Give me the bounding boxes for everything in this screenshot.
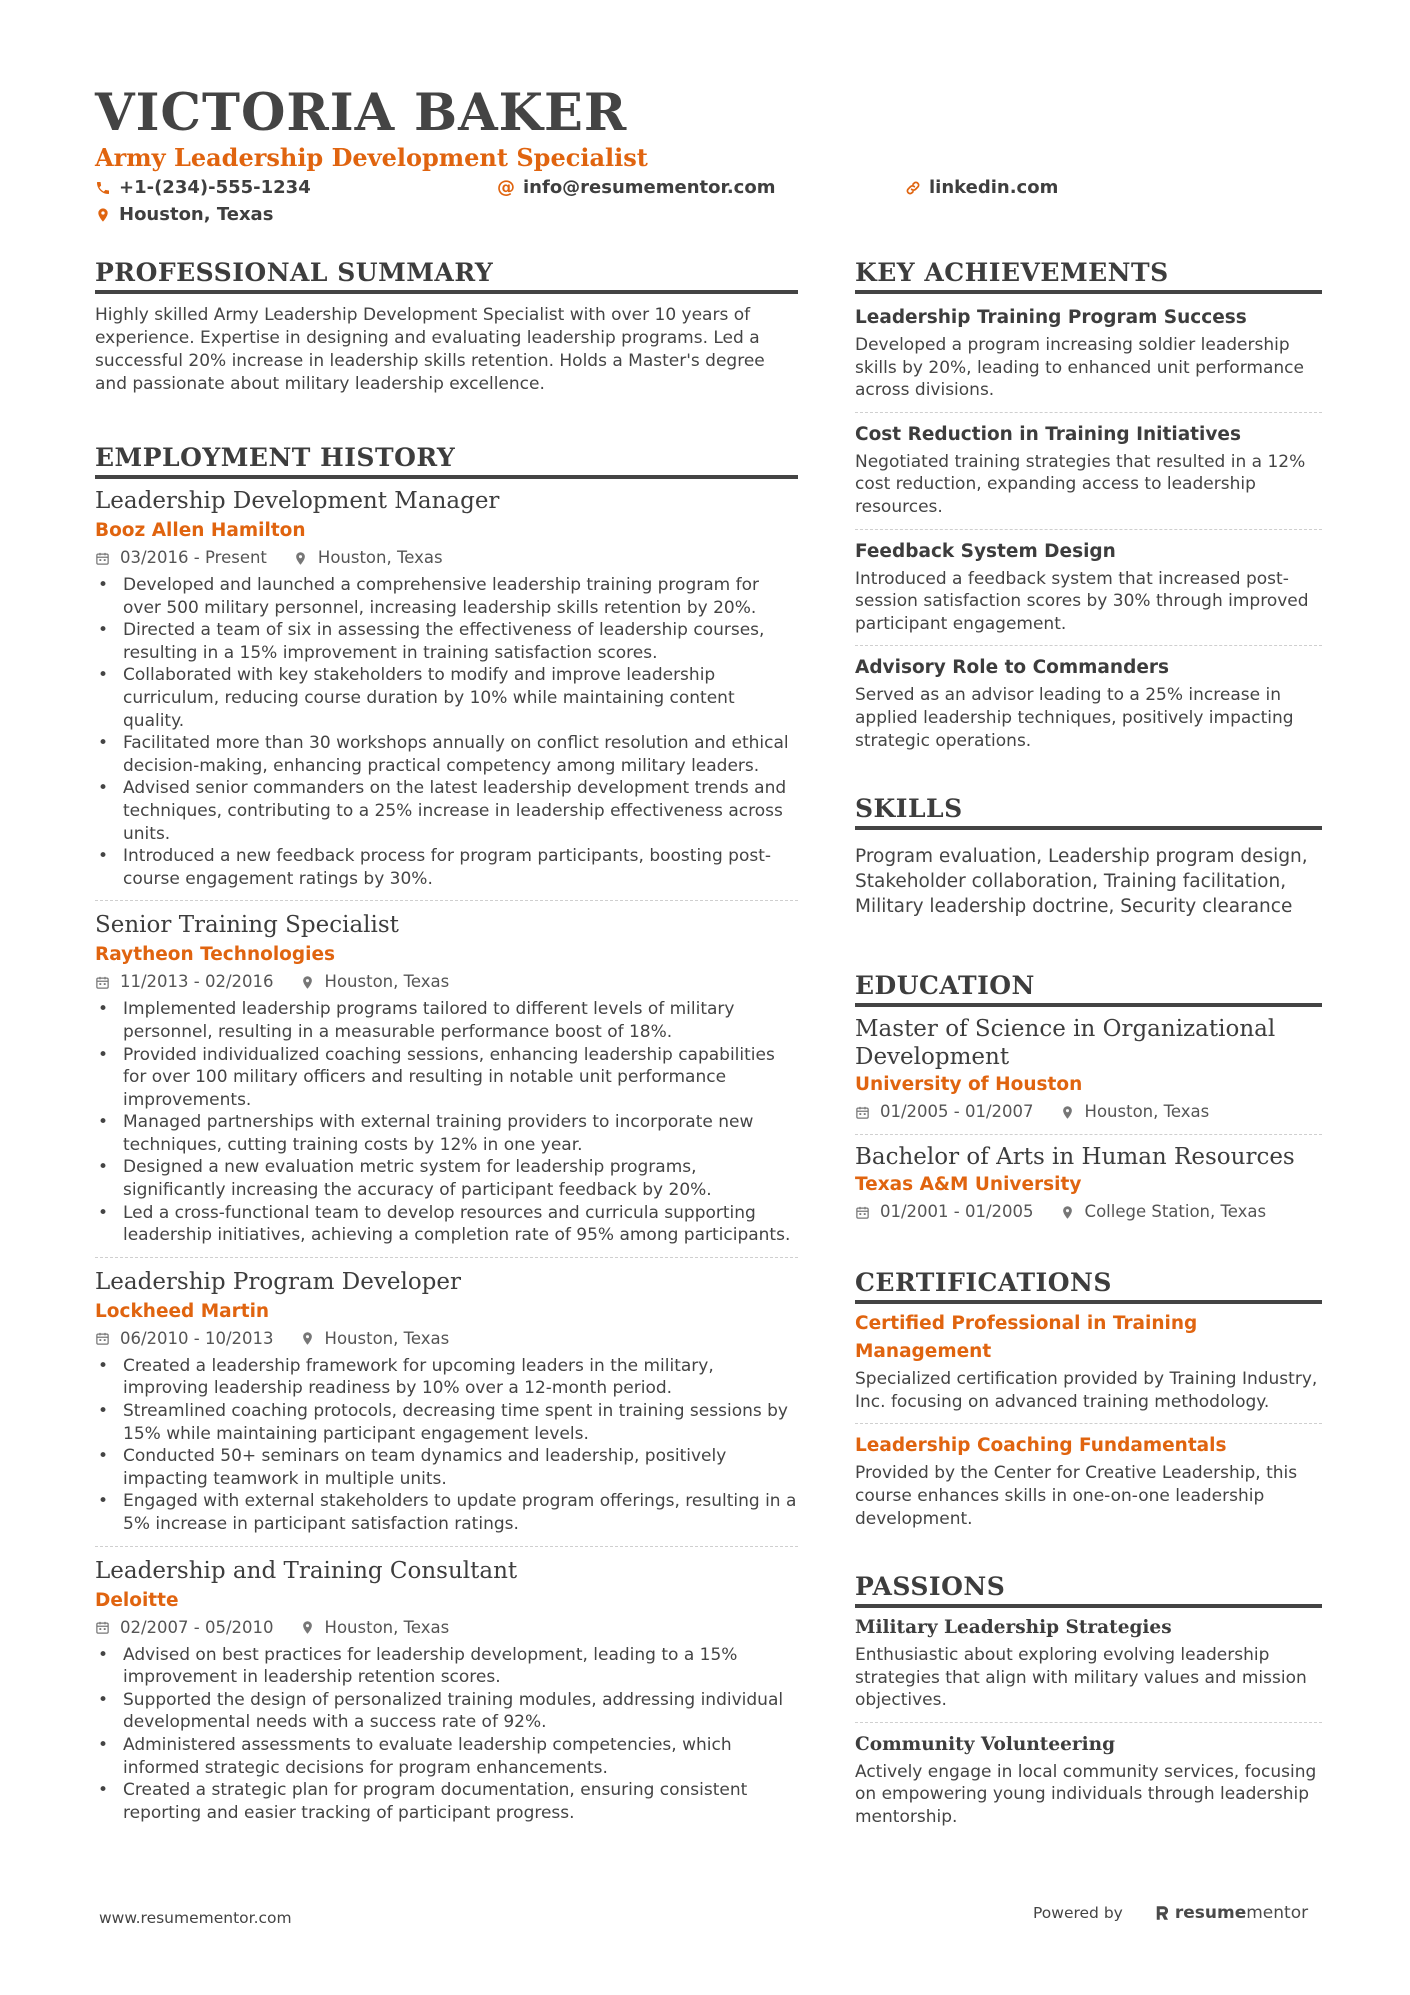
bullet-item: • Managed partnerships with external training providers to incorporate new techniques, cutting training costs by 12% in one year.: [95, 1111, 798, 1156]
achievement-text: Negotiated training strategies that resulted in a 12% cost reduction, expanding access to leadership resources.: [855, 451, 1306, 517]
company-name: Lockheed Martin: [95, 1300, 270, 1322]
bullet-item: • Created a strategic plan for program documentation, ensuring consistent reporting and easier tracking of participant progress.: [95, 1779, 798, 1824]
achievement-text: Introduced a feedback system that increased post-session satisfaction scores by 30% through improved participant engagement.: [855, 568, 1309, 634]
job-location: Houston, Texas: [324, 1328, 450, 1348]
achievement-item: [855, 304, 1322, 402]
location-text: Houston, Texas: [119, 204, 274, 225]
job-entry: [95, 909, 798, 1247]
summary-section: [95, 256, 798, 396]
location-pin-icon: [1060, 1105, 1075, 1120]
bullet-item: • Advised on best practices for leadership development, leading to a 15% improvement in leadership retention scores.: [95, 1644, 798, 1689]
location-pin-icon: [300, 1331, 315, 1346]
achievement-item: [855, 421, 1322, 519]
education-item: [855, 1143, 1322, 1224]
calendar-icon: [95, 551, 110, 566]
contact-linkedin[interactable]: [905, 176, 1058, 200]
achievement-item: [855, 654, 1322, 752]
achievement-text: Developed a program increasing soldier leadership skills by 20%, leading to enhanced unit performance across divisions.: [855, 335, 1304, 401]
education-item: [855, 1015, 1322, 1124]
bullet-item: • Led a cross-functional team to develop resources and curricula supporting leadership initiatives, achieving a completion rate of 95% among participants.: [95, 1202, 798, 1247]
link-icon: [905, 180, 921, 196]
education-meta: [855, 1200, 1322, 1224]
email-text: info@resumementor.com: [523, 177, 776, 198]
footer-website[interactable]: www.resumementor.com: [99, 1909, 292, 1927]
candidate-title: Army Leadership Development Specialist: [95, 143, 648, 172]
job-location: Houston, Texas: [317, 548, 443, 567]
education-heading: EDUCATION: [855, 969, 1322, 1007]
education-section: [855, 969, 1322, 1224]
bullet-item: • Administered assessments to evaluate leadership competencies, which informed strategic decisions for program enhancements.: [95, 1734, 798, 1779]
job-meta: [95, 1616, 798, 1640]
right-column: [855, 256, 1322, 1829]
certification-item: [855, 1432, 1322, 1530]
summary-text: Highly skilled Army Leadership Development Specialist with over 10 years of experience. Expertise in designing and evaluating leadership programs. Led a successful 20% increase in leadership skills retention. Holds a Master's degree and passionate about military leadership excellence.: [95, 305, 765, 394]
certification-title: Leadership Coaching Fundamentals: [855, 1435, 1227, 1457]
employment-section: [95, 441, 798, 1824]
phone-icon: [95, 180, 111, 196]
bullet-item: • Developed and launched a comprehensive leadership training program for over 500 military personnel, increasing leadership skills retention by 20%.: [95, 574, 798, 619]
passions-section: [855, 1570, 1322, 1829]
bullet-item: • Collaborated with key stakeholders to modify and improve leadership curriculum, reducing course duration by 10% while maintaining content quality.: [95, 664, 798, 732]
brand-name-part1: resume: [1174, 1903, 1247, 1923]
job-dates: 06/2010 - 10/2013: [120, 1328, 274, 1348]
bullet-item: • Engaged with external stakeholders to update program offerings, resulting in a 5% increase in participant satisfaction ratings.: [95, 1490, 798, 1535]
bullet-item: • Directed a team of six in assessing the effectiveness of leadership courses, resulting in a 15% improvement in training satisfaction scores.: [95, 619, 798, 664]
job-entry: [95, 1555, 798, 1825]
education-location: Houston, Texas: [1084, 1102, 1210, 1122]
job-entry: [95, 485, 798, 890]
bullet-item: • Created a leadership framework for upcoming leaders in the military, improving leadership readiness by 10% over a 12-month period.: [95, 1355, 798, 1400]
passions-heading: PASSIONS: [855, 1570, 1322, 1608]
passion-title: Military Leadership Strategies: [855, 1617, 1172, 1639]
calendar-icon: [95, 1620, 110, 1635]
bullet-item: • Streamlined coaching protocols, decreasing time spent in training sessions by 15% while maintaining participant engagement levels.: [95, 1400, 798, 1445]
job-dates: 11/2013 - 02/2016: [120, 972, 274, 992]
skills-text: Program evaluation, Leadership program design, Stakeholder collaboration, Training facilitation, Military leadership doctrine, Security clearance: [855, 846, 1308, 918]
achievement-title: Feedback System Design: [855, 540, 1116, 562]
divider: [855, 645, 1322, 646]
company-name: Booz Allen Hamilton: [95, 520, 306, 541]
job-title: Leadership Development Manager: [95, 488, 500, 514]
job-title: Leadership and Training Consultant: [95, 1557, 518, 1584]
employment-heading: EMPLOYMENT HISTORY: [95, 441, 798, 479]
education-location: College Station, Texas: [1084, 1202, 1267, 1222]
location-pin-icon: [300, 1620, 315, 1635]
location-pin-icon: [1060, 1205, 1075, 1220]
job-meta: [95, 1327, 798, 1351]
achievement-text: Served as an advisor leading to a 25% increase in applied leadership techniques, positively impacting strategic operations.: [855, 685, 1294, 751]
education-dates: 01/2005 - 01/2007: [880, 1102, 1034, 1122]
job-bullets: [95, 574, 798, 890]
passion-text: Actively engage in local community services, focusing on empowering young individuals through leadership mentorship.: [855, 1761, 1317, 1828]
divider: [855, 529, 1322, 530]
certifications-heading: CERTIFICATIONS: [855, 1266, 1322, 1304]
bullet-item: • Conducted 50+ seminars on team dynamics and leadership, positively impacting teamwork in multiple units.: [95, 1445, 798, 1490]
location-pin-icon: [293, 551, 308, 566]
job-meta: [95, 546, 798, 570]
location-pin-icon: [300, 975, 315, 990]
bullet-item: • Supported the design of personalized training modules, addressing individual developmental needs with a success rate of 92%.: [95, 1689, 798, 1734]
footer-branding: [1033, 1903, 1308, 1923]
certifications-section: [855, 1266, 1322, 1530]
achievement-title: Leadership Training Program Success: [855, 307, 1247, 328]
calendar-icon: [95, 975, 110, 990]
divider: [855, 1134, 1322, 1135]
divider: [95, 1257, 798, 1258]
achievement-title: Advisory Role to Commanders: [855, 657, 1170, 679]
skills-section: [855, 792, 1322, 919]
resumementor-logo-icon: [1153, 1904, 1171, 1922]
company-name: Deloitte: [95, 1589, 179, 1611]
job-title: Leadership Program Developer: [95, 1268, 461, 1295]
divider: [855, 1423, 1322, 1424]
certification-title: Certified Professional in Training Management: [855, 1313, 1198, 1363]
passion-title: Community Volunteering: [855, 1733, 1116, 1755]
job-bullets: [95, 1644, 798, 1825]
brand-name-part2: mentor: [1246, 1903, 1309, 1923]
location-pin-icon: [95, 207, 111, 223]
job-title: Senior Training Specialist: [95, 912, 399, 939]
education-dates: 01/2001 - 01/2005: [880, 1202, 1034, 1222]
achievements-section: [855, 256, 1322, 752]
calendar-icon: [95, 1331, 110, 1346]
certification-item: [855, 1310, 1322, 1413]
bullet-item: • Introduced a new feedback process for program participants, boosting post-course engagement ratings by 30%.: [95, 845, 798, 890]
degree-title: Bachelor of Arts in Human Resources: [855, 1144, 1295, 1171]
bullet-item: • Advised senior commanders on the latest leadership development trends and techniques, contributing to a 25% increase in leadership effectiveness across units.: [95, 777, 798, 845]
job-dates: 02/2007 - 05/2010: [120, 1617, 274, 1637]
school-name: Texas A&M University: [855, 1174, 1082, 1196]
linkedin-text: linkedin.com: [929, 177, 1059, 198]
skills-heading: SKILLS: [855, 792, 1322, 830]
bullet-item: • Provided individualized coaching sessions, enhancing leadership capabilities for over 100 military officers and resulting in notable unit performance improvements.: [95, 1044, 798, 1112]
school-name: University of Houston: [855, 1074, 1083, 1096]
job-location: Houston, Texas: [324, 1617, 450, 1637]
job-bullets: [95, 1355, 798, 1536]
job-entry: [95, 1266, 798, 1536]
passion-item: [855, 1731, 1322, 1829]
job-location: Houston, Texas: [324, 972, 450, 992]
summary-heading: PROFESSIONAL SUMMARY: [95, 256, 798, 294]
contact-phone: [95, 176, 311, 200]
degree-title: Master of Science in Organizational Development: [855, 1016, 1276, 1071]
bullet-item: • Facilitated more than 30 workshops annually on conflict resolution and ethical decision-making, enhancing practical competency among military leaders.: [95, 732, 798, 777]
divider: [855, 1722, 1322, 1723]
divider: [95, 1546, 798, 1547]
left-column: [95, 256, 798, 1824]
bullet-item: • Designed a new evaluation metric system for leadership programs, significantly increasing the accuracy of participant feedback by 20%.: [95, 1156, 798, 1201]
certification-text: Specialized certification provided by Training Industry, Inc. focusing on advanced training methodology.: [855, 1369, 1318, 1412]
achievements-heading: KEY ACHIEVEMENTS: [855, 256, 1322, 294]
bullet-item: • Implemented leadership programs tailored to different levels of military personnel, resulting in a measurable performance boost of 18%.: [95, 998, 798, 1043]
calendar-icon: [855, 1105, 870, 1120]
divider: [855, 412, 1322, 413]
brand-logo[interactable]: [1153, 1903, 1308, 1923]
divider: [95, 900, 798, 901]
powered-by-label: Powered by: [1033, 1904, 1123, 1922]
achievement-item: [855, 538, 1322, 636]
candidate-name: VICTORIA BAKER: [95, 83, 628, 143]
passion-item: [855, 1614, 1322, 1712]
contact-info: [95, 176, 1325, 230]
calendar-icon: [855, 1205, 870, 1220]
achievement-title: Cost Reduction in Training Initiatives: [855, 423, 1241, 445]
at-icon: @: [497, 177, 515, 198]
certification-text: Provided by the Center for Creative Leadership, this course enhances skills in one-on-one leadership development.: [855, 1463, 1298, 1529]
job-dates: 03/2016 - Present: [120, 548, 267, 567]
phone-text: +1-(234)-555-1234: [119, 177, 311, 198]
contact-email[interactable]: [497, 176, 775, 200]
contact-location: [95, 203, 273, 227]
job-meta: [95, 970, 798, 994]
job-bullets: [95, 998, 798, 1247]
resume-header: [95, 82, 1325, 230]
passion-text: Enthusiastic about exploring evolving leadership strategies that align with military values and mission objectives.: [855, 1645, 1307, 1711]
company-name: Raytheon Technologies: [95, 944, 336, 966]
education-meta: [855, 1100, 1322, 1124]
